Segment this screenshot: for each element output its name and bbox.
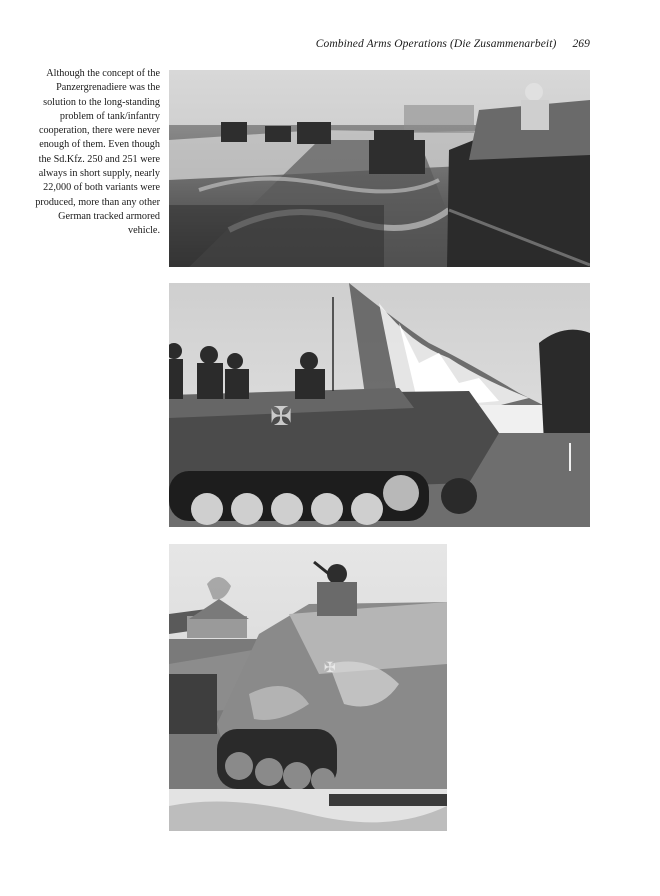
photo-camouflaged-halftrack-image — [169, 544, 447, 831]
page-number: 269 — [572, 38, 590, 50]
photo-caption: Although the concept of the Panzergrenadiere was the solution to the long-standing problem of tank/infantry cooperation, there were never enough of them. Even though the Sd.Kfz. 250 and 251 were always in short supply, nearly 22,000 of both variants were produced, more than any other German tracked armored vehicle. — [35, 68, 160, 237]
photo-halftrack-burning-building — [169, 283, 590, 527]
svg-text:✠: ✠ — [270, 402, 292, 432]
running-title: Combined Arms Operations (Die Zusammenarbeit) — [315, 38, 557, 50]
photo-halftracks-road-image — [169, 70, 590, 267]
running-head — [316, 38, 590, 50]
photo-camouflaged-halftrack — [169, 544, 447, 831]
svg-text:✠: ✠ — [324, 660, 336, 676]
photo-halftracks-road — [169, 70, 590, 267]
photo-halftrack-burning-building-image — [169, 283, 590, 527]
